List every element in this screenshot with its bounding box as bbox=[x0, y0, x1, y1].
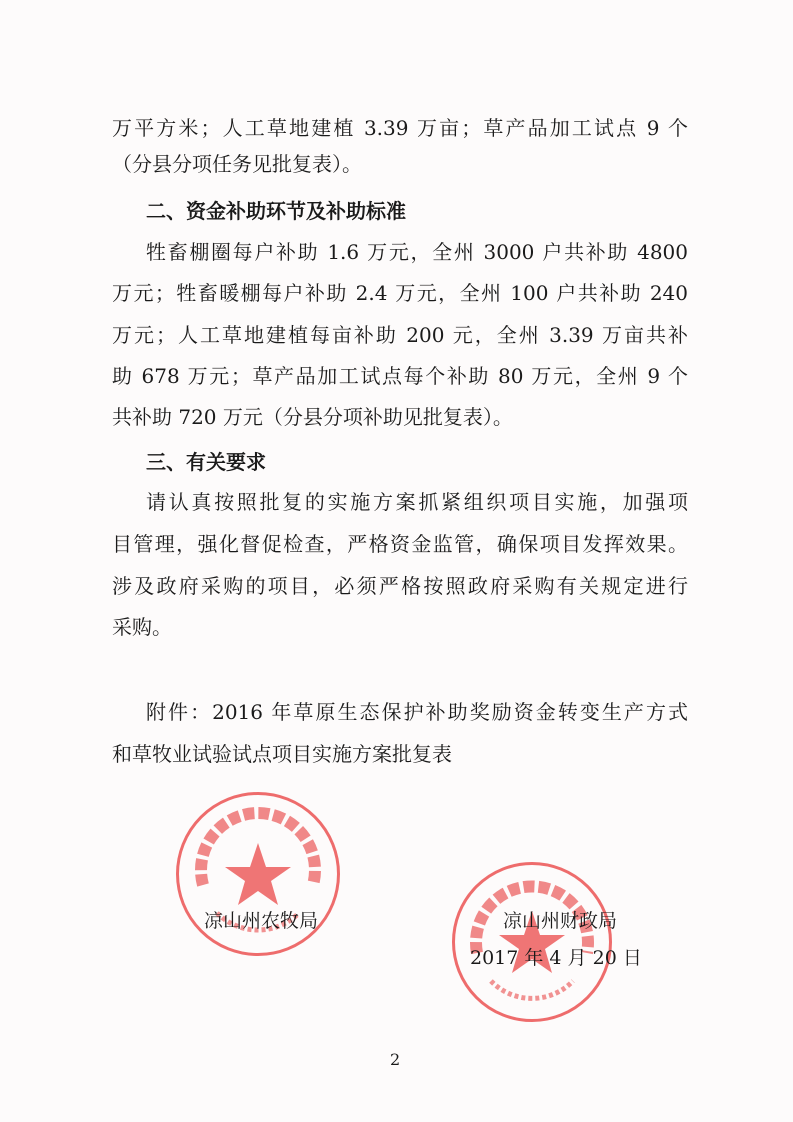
page-number: 2 bbox=[390, 1050, 401, 1069]
official-seal-finance bbox=[452, 862, 612, 1022]
seal-code-ring bbox=[491, 981, 573, 998]
body-line: 采购。 bbox=[112, 615, 172, 639]
attachment-line: 和草牧业试验试点项目实施方案批复表 bbox=[112, 742, 452, 766]
signature-agency-1: 凉山州农牧局 bbox=[204, 910, 319, 932]
body-line: 万元；人工草地建植每亩补助 200 元，全州 3.39 万亩共补 bbox=[112, 323, 688, 347]
body-line: 目管理，强化督促检查，严格资金监管，确保项目发挥效果。 bbox=[112, 532, 688, 556]
section-heading-3: 三、有关要求 bbox=[146, 450, 266, 474]
body-line: 共补助 720 万元（分县分项补助见批复表）。 bbox=[112, 405, 513, 429]
body-line: 万元；牲畜暖棚每户补助 2.4 万元，全州 100 户共补助 240 bbox=[112, 281, 688, 305]
body-line: 万平方米；人工草地建植 3.39 万亩；草产品加工试点 9 个 bbox=[112, 116, 688, 140]
body-line: 涉及政府采购的项目，必须严格按照政府采购有关规定进行 bbox=[112, 574, 688, 598]
signature-agency-2: 凉山州财政局 bbox=[503, 910, 618, 932]
section-heading-2: 二、资金补助环节及补助标准 bbox=[146, 199, 406, 223]
body-line: 牲畜棚圈每户补助 1.6 万元，全州 3000 户共补助 4800 bbox=[146, 240, 688, 264]
body-line: 请认真按照批复的实施方案抓紧组织项目实施，加强项 bbox=[146, 490, 688, 514]
body-line: 助 678 万元；草产品加工试点每个补助 80 万元，全州 9 个 bbox=[112, 364, 688, 388]
seal-graphic bbox=[455, 865, 609, 1019]
body-line: （分县分项任务见批复表）。 bbox=[112, 152, 362, 176]
attachment-line: 附件：2016 年草原生态保护补助奖励资金转变生产方式 bbox=[146, 700, 688, 724]
signature-date: 2017 年 4 月 20 日 bbox=[470, 947, 642, 969]
star-icon bbox=[225, 843, 291, 905]
